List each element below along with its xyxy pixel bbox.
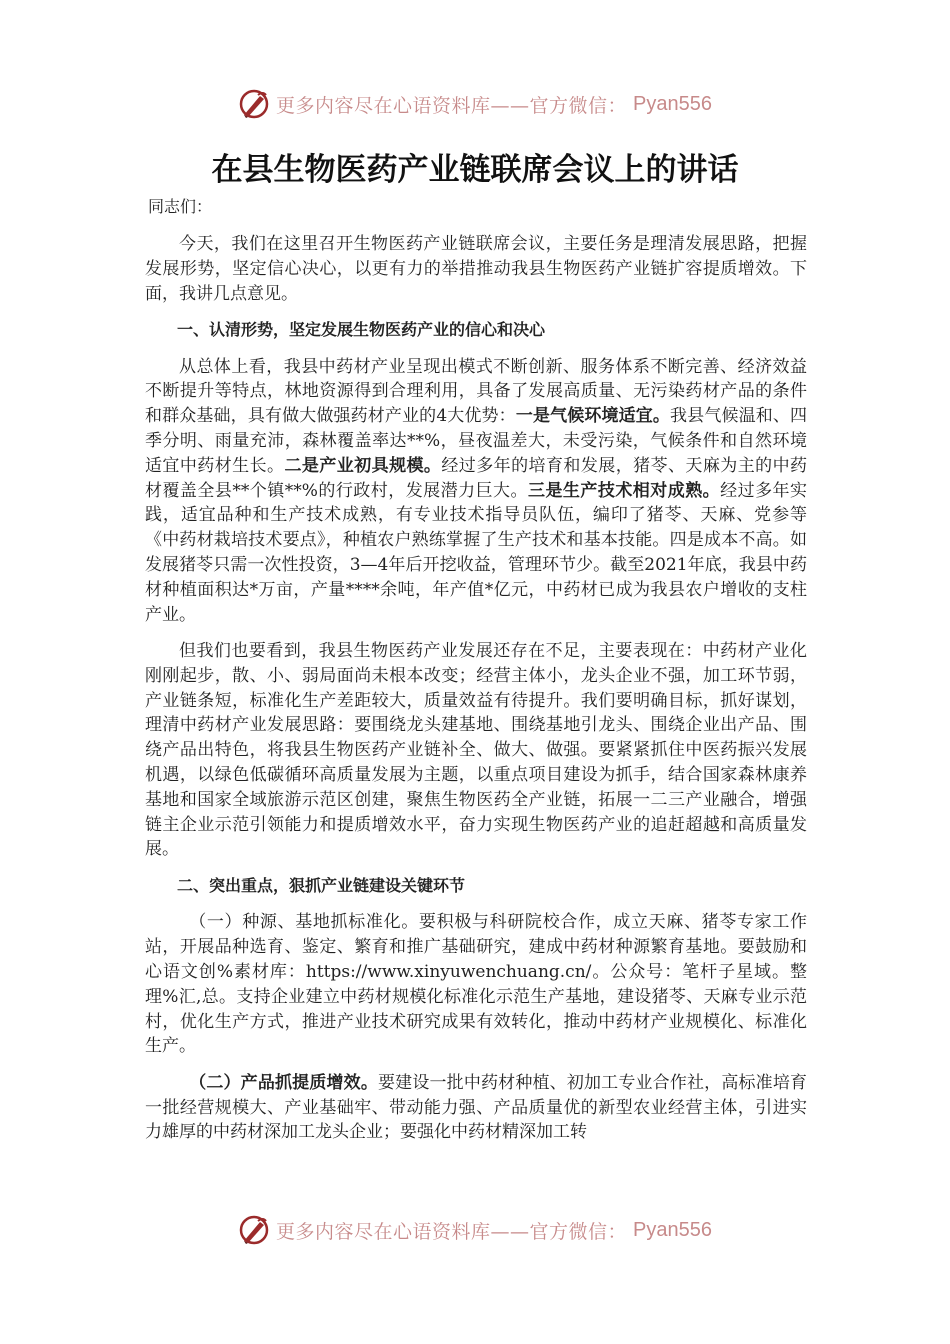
pen-logo-icon [238, 88, 270, 120]
text-run: 我县气候温和、四季分明、雨量充沛，森林覆盖率达**%，昼夜温差大，未受污染，气候条件和自然环境适宜中药材生长。 [145, 406, 807, 476]
banner-wechat-id: Pyan556 [633, 92, 712, 115]
body-paragraph-advantages [145, 355, 807, 628]
body-paragraph-standardization: （一）种源、基地抓标准化。要积极与科研院校合作，成立天麻、猪苓专家工作站，开展品种选育、鉴定、繁育和推广基础研究，建成中药材种源繁育基地。要鼓励和心语文创%素材库：https://www.xinyuwenchuang.cn/。公众号：笔杆子星域。整理%汇,总。支持企业建立中药材规模化标准化示范生产基地，建设猪苓、天麻专业示范村，优化生产方式，推进产业技术研究成果有效转化，推动中药材产业规模化、标准化生产。 [145, 912, 807, 1057]
emphasis-run: 一是气候环境适宜。 [515, 406, 671, 427]
document-title: 在县生物医药产业链联席会议上的讲话 [211, 152, 739, 188]
body-paragraph-shortcomings: 但我们也要看到，我县生物医药产业发展还存在不足，主要表现在：中药材产业化刚刚起步，散、小、弱局面尚未根本改变；经营主体小，龙头企业不强，加工环节弱，产业链条短，标准化生产差距较大，质量效益有待提升。我们要明确目标，抓好谋划，理清中药材产业发展思路：要围绕龙头建基地、围绕基地引龙头、围绕企业出产品、围绕产品出特色，将我县生物医药产业链补全、做大、做强。要紧紧抓住中医药振兴发展机遇，以绿色低碳循环高质量发展为主题，以重点项目建设为抓手，结合国家森林康养基地和国家全域旅游示范区创建，聚焦生物医药全产业链，拓展一二三产业融合，增强链主企业示范引领能力和提质增效水平，奋力实现生物医药产业的追赶超越和高质量发展。 [145, 640, 807, 860]
document-body [145, 232, 807, 1157]
text-run: 经过多年实践，适宜品种和生产技术成熟，有专业技术指导员队伍，编印了猪苓、天麻、党参等《中药材栽培技术要点》，种植农户熟练掌握了生产技术和基本技能。四是成本不高。如发展猪苓只需一次性投资，3—4年后开挖收益，管理环节少。截至2021年底，我县中药材种植面积达*万亩，产量****余吨，年产值*亿元，中药材已成为我县农户增收的支柱产业。 [145, 480, 808, 625]
text-run: 从总体上看，我县中药材产业呈现出模式不断创新、服务体系不断完善、经济效益不断提升等特点，林地资源得到合理利用，具备了发展高质量、无污染药材产品的条件和群众基础，具有做大做强药材产业的4大优势： [145, 356, 807, 427]
section-heading-1: 一、认清形势，坚定发展生物医药产业的信心和决心 [177, 319, 546, 339]
emphasis-run: 二是产业初具规模。 [284, 455, 442, 476]
emphasis-run: 三是生产技术相对成熟。 [527, 480, 721, 501]
section-heading-2: 二、突出重点，狠抓产业链建设关键环节 [177, 875, 466, 895]
banner-text: 更多内容尽在心语资料库——官方微信： [276, 1220, 628, 1243]
body-paragraph-quality [145, 1071, 807, 1145]
intro-paragraph: 今天，我们在这里召开生物医药产业链联席会议，主要任务是理清发展思路，把握发展形势，坚定信心决心，以更有力的举措推动我县生物医药产业链扩容提质增效。下面，我讲几点意见。 [145, 234, 807, 304]
text-run: 经过多年的培育和发展，猪苓、天麻为主的中药材覆盖全县**个镇**%的行政村，发展潜力巨大。 [145, 455, 808, 501]
salutation: 同志们： [148, 197, 213, 216]
emphasis-run: （二）产品抓提质增效。 [189, 1072, 379, 1093]
banner-wechat-id: Pyan556 [633, 1218, 712, 1241]
header-banner [0, 84, 950, 124]
pen-logo-icon [238, 1214, 270, 1246]
footer-banner [0, 1210, 950, 1250]
banner-text: 更多内容尽在心语资料库——官方微信： [276, 94, 628, 117]
text-run: 要建设一批中药材种植、初加工专业合作社，高标准培育一批经营规模大、产业基础牢、带动能力强、产品质量优的新型农业经营主体，引进实力雄厚的中药材深加工龙头企业；要强化中药材精深加工转 [145, 1072, 808, 1143]
